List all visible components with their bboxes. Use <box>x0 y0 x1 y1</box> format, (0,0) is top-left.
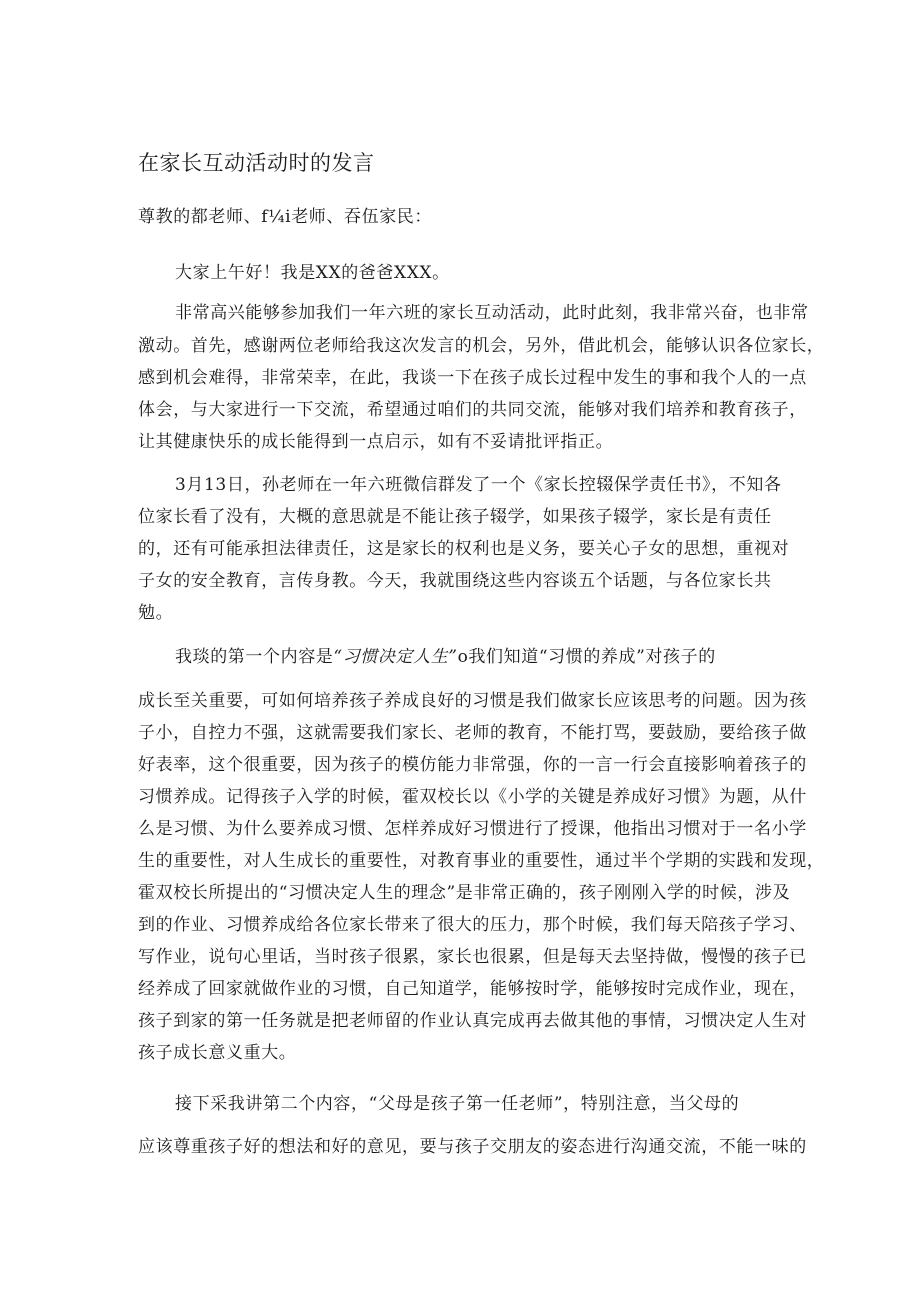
paragraph-2-line: 子女的安全教育，言传身教。今天，我就围绕这些内容谈五个话题，与各位家长共 <box>138 571 772 591</box>
paragraph-3-line: 霍双校长所提出的“习惯决定人生的理念”是非常正确的，孩子刚刚入学的时候，涉及 <box>138 883 791 903</box>
paragraph-3-line: 经养成了回家就做作业的习惯，自己知道学，能够按时学，能够按时完成作业，现在， <box>138 979 807 999</box>
paragraph-3-line: 么是习惯、为什么要养成习惯、怎样养成好习惯进行了授课，他指出习惯对于一名小学 <box>138 819 807 839</box>
paragraph-3-line: 成长至关重要，可如何培养孩子养成良好的习惯是我们做家长应该思考的问题。因为孩 <box>138 691 807 711</box>
paragraph-1-line: 激动。首先，感谢两位老师给我这次发言的机会，另外，借此机会，能够认识各位家长， <box>138 336 825 356</box>
intro-text-after: o我们知道“习惯的养成”对孩子的 <box>457 647 716 667</box>
paragraph-1-line: 感到机会难得，非常荣幸，在此，我谈一下在孩子成长过程中发生的事和我个人的一点 <box>138 368 807 388</box>
paragraph-3-line: 习惯养成。记得孩子入学的时候，霍双校长以《小学的关键是养成好习惯》为题，从什 <box>138 787 807 807</box>
paragraph-3-line: 生的重要性，对人生成长的重要性，对教育事业的重要性，通过半个学期的实践和发现， <box>138 851 825 871</box>
paragraph-3-line: 孩子到家的第一任务就是把老师留的作业认真完成再去做其他的事情，习惯决定人生对 <box>138 1011 807 1031</box>
paragraph-3-intro <box>175 645 716 669</box>
paragraph-2-line: 位家长看了没有，大概的意思就是不能让孩子辍学，如果孩子辍学，家长是有责任 <box>138 507 772 527</box>
paragraph-3-line: 孩子成长意义重大。 <box>138 1043 297 1063</box>
paragraph-1-line: 体会，与大家进行一下交流，希望通过咱们的共同交流，能够对我们培养和教育孩子， <box>138 400 807 420</box>
paragraph-3-line: 好表率，这个很重要，因为孩子的模仿能力非常强，你的一言一行会直接影响着孩子的 <box>138 755 807 775</box>
paragraph-2-line: 的，还有可能承担法律责任，这是家长的权利也是义务，要关心子女的思想，重视对 <box>138 539 790 559</box>
paragraph-1-line: 让其健康快乐的成长能得到一点启示，如有不妥请批评指正。 <box>138 432 614 452</box>
document-title: 在家长互动活动时的发言 <box>138 151 375 175</box>
paragraph-1-line: 非常高兴能够参加我们一年六班的家长互动活动，此时此刻，我非常兴奋，也非常 <box>175 303 809 323</box>
paragraph-3-line: 写作业，说句心里话，当时孩子很累，家长也很累，但是每天去坚持做，慢慢的孩子已 <box>138 947 807 967</box>
emphasis-phrase: “习惯决定人生” <box>333 647 458 667</box>
paragraph-4-intro: 接下采我讲第二个内容，“父母是孩子第一任老师”，特别注意，当父母的 <box>175 1094 740 1114</box>
paragraph-2-line: 勉。 <box>138 603 174 623</box>
paragraph-2-line: 3月13日，孙老师在一年六班微信群发了一个《家长控辍保学责任书》，不知各 <box>175 475 782 495</box>
greeting: 大家上午好！我是XX的爸爸XXX。 <box>175 263 450 283</box>
paragraph-4-line: 应该尊重孩子好的想法和好的意见，要与孩子交朋友的姿态进行沟通交流，不能一味的 <box>138 1137 807 1157</box>
intro-text-before: 我琰的第一个内容是 <box>175 647 334 667</box>
salutation: 尊教的都老师、f¼i老师、吞伍家民： <box>138 207 433 227</box>
paragraph-3-line: 子小，自控力不强，这就需要我们家长、老师的教育，不能打骂，要鼓励，要给孩子做 <box>138 723 807 743</box>
paragraph-3-line: 到的作业、习惯养成给各位家长带来了很大的压力，那个时候，我们每天陪孩子学习、 <box>138 915 807 935</box>
